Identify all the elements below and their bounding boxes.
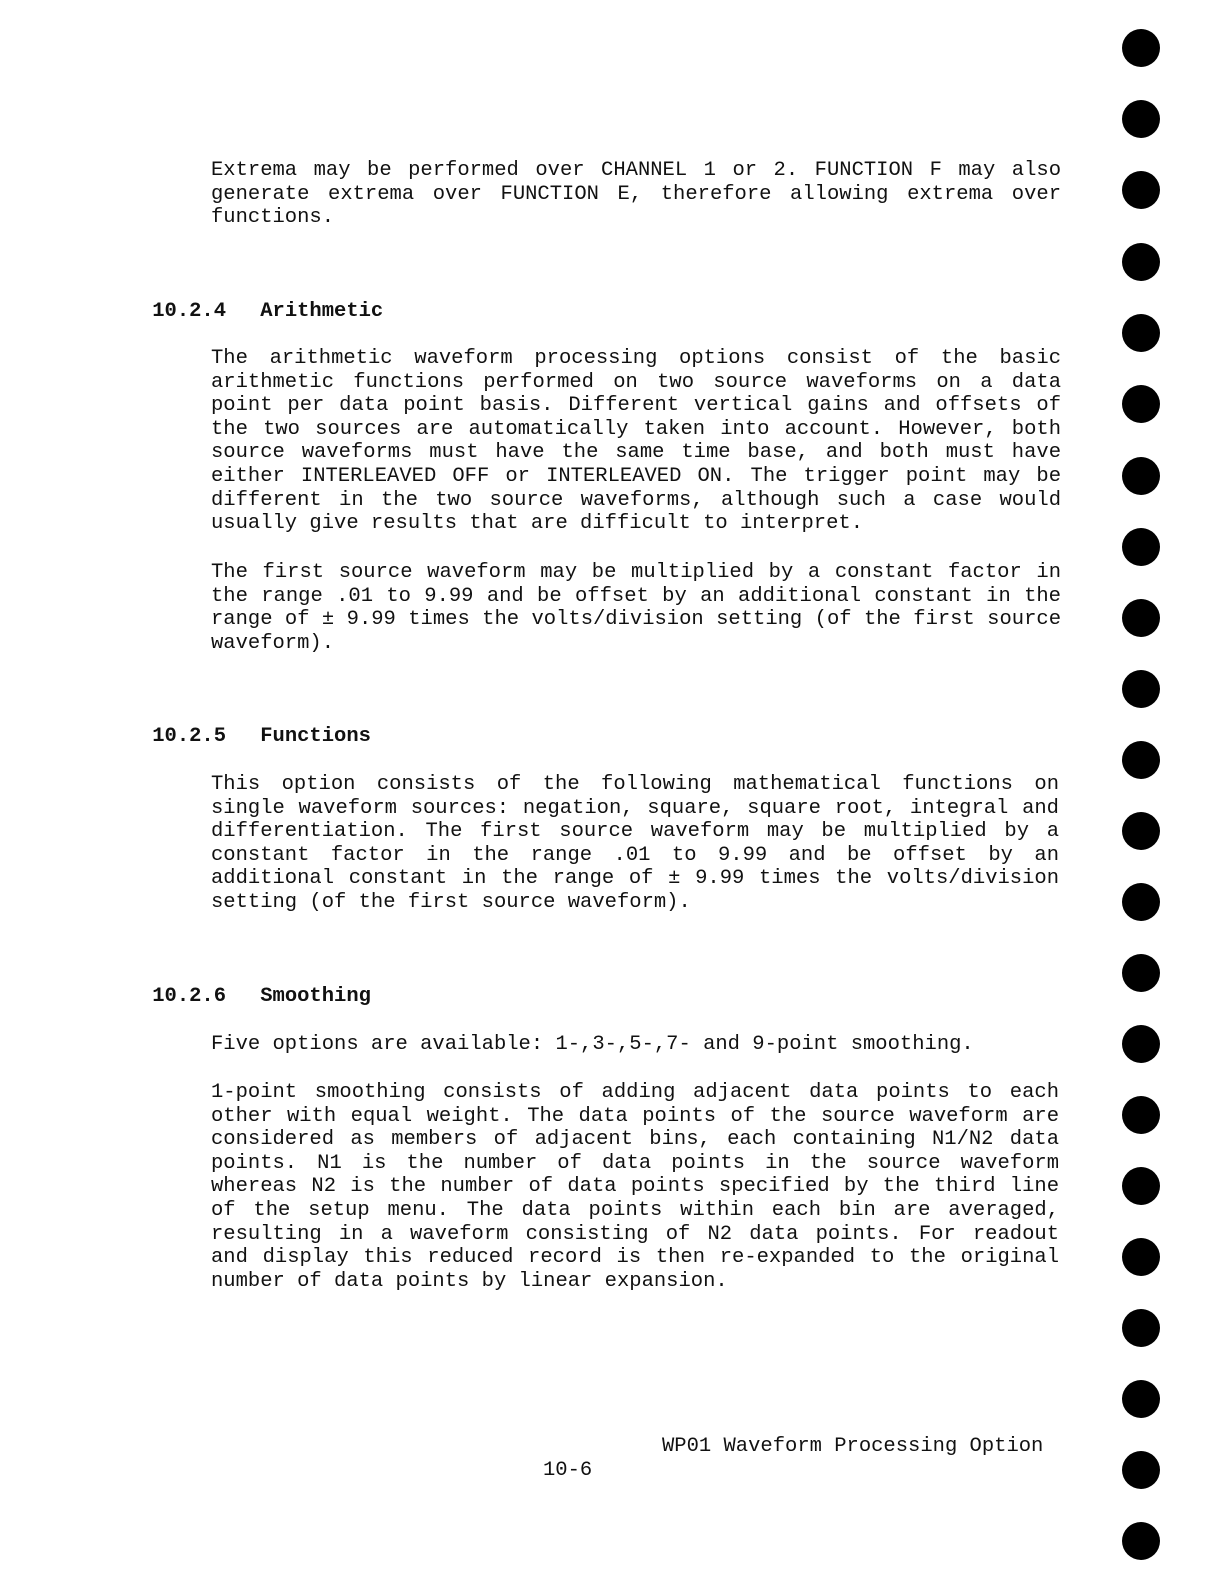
binder-hole-icon [1122,457,1160,495]
binder-hole-icon [1122,1522,1160,1560]
binder-hole-icon [1122,1025,1160,1063]
binder-hole-icon [1122,670,1160,708]
binder-hole-icon [1122,314,1160,352]
page-number: 10-6 [543,1459,593,1482]
binder-hole-icon [1122,1096,1160,1134]
binder-hole-icon [1122,812,1160,850]
binder-hole-icon [1122,171,1160,209]
binder-hole-icon [1122,741,1160,779]
section-number: 10.2.5 [152,725,227,748]
binder-hole-icon [1122,385,1160,423]
binder-hole-icon [1122,599,1160,637]
arithmetic-paragraph-2: The first source waveform may be multiplied by a constant factor in the range .01 to 9.99 and be offset by an additional constant in the range of ± 9.99 times the volts/division setting (of the first source waveform). [211,561,1061,655]
footer-title: WP01 Waveform Processing Option [662,1435,1044,1458]
section-number: 10.2.6 [152,985,227,1008]
arithmetic-paragraph-1: The arithmetic waveform processing options consist of the basic arithmetic functions performed on two source waveforms on a data point per data point basis. Different vertical gains and offsets of the two sources are automatically taken into account. However, both source waveforms must have the same time base, and both must have either INTERLEAVED OFF or INTERLEAVED ON. The trigger point may be different in the two source waveforms, although such a case would usually give results that are difficult to interpret. [211,347,1061,536]
binder-hole-icon [1122,1380,1160,1418]
smoothing-paragraph-1: Five options are available: 1-,3-,5-,7- and 9-point smoothing. [211,1033,974,1056]
section-title: Functions [260,725,371,748]
binder-hole-icon [1122,1167,1160,1205]
section-number: 10.2.4 [152,300,227,323]
smoothing-paragraph-2: 1-point smoothing consists of adding adjacent data points to each other with equal weight. The data points of the source waveform are considered as members of adjacent bins, each containing N1/N2 data points. N1 is the number of data points in the source waveform whereas N2 is the number of data points specified by the third line of the setup menu. The data points within each bin are averaged, resulting in a waveform consisting of N2 data points. For readout and display this reduced record is then re-expanded to the original number of data points by linear expansion. [211,1081,1059,1293]
section-heading-arithmetic [103,277,383,346]
section-heading-functions [103,702,371,771]
binder-hole-icon [1122,883,1160,921]
binder-holes [1122,0,1162,1580]
functions-paragraph: This option consists of the following mathematical functions on single waveform sources: negation, square, square root, integral and differentiation. The first source waveform may be multiplied by a constant factor in the range .01 to 9.99 and be offset by an additional constant in the range of ± 9.99 times the volts/division setting (of the first source waveform). [211,773,1059,914]
binder-hole-icon [1122,243,1160,281]
section-title: Arithmetic [260,300,384,323]
binder-hole-icon [1122,29,1160,67]
section-heading-smoothing [103,962,371,1031]
binder-hole-icon [1122,1451,1160,1489]
binder-hole-icon [1122,1238,1160,1276]
binder-hole-icon [1122,1309,1160,1347]
binder-hole-icon [1122,954,1160,992]
binder-hole-icon [1122,528,1160,566]
section-title: Smoothing [260,985,371,1008]
binder-hole-icon [1122,100,1160,138]
intro-paragraph: Extrema may be performed over CHANNEL 1 or 2. FUNCTION F may also generate extrema over FUNCTION E, therefore allowing extrema over functions. [211,159,1061,230]
